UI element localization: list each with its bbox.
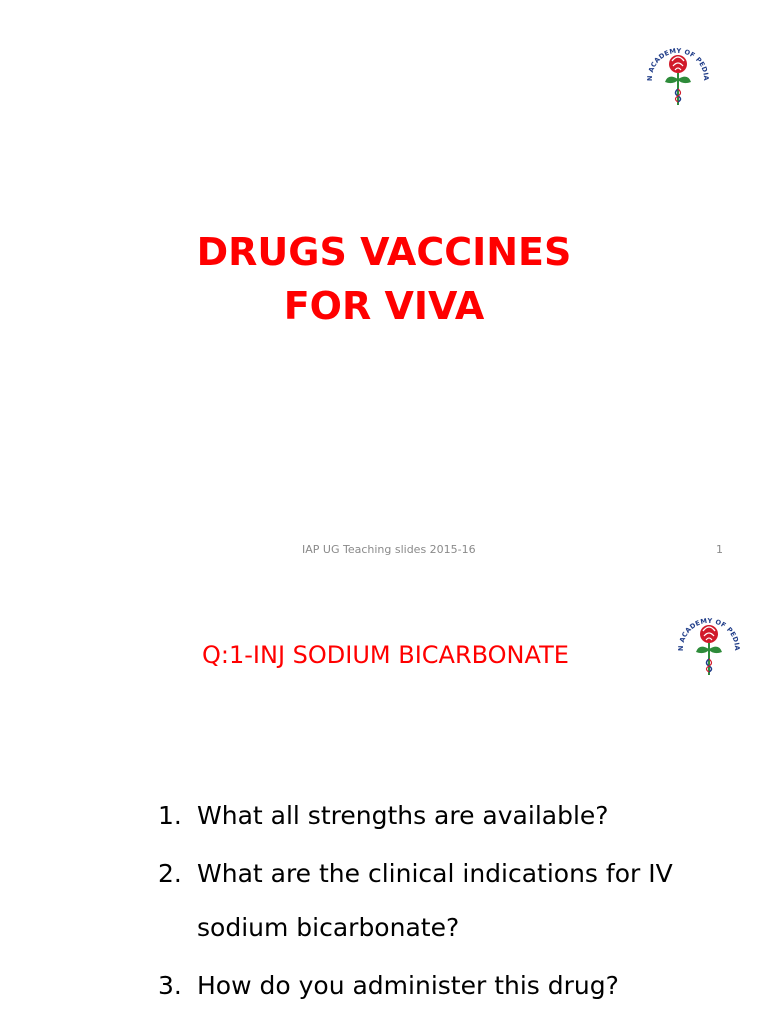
slide-number: 1 [716,543,723,556]
svg-text:INDIAN ACADEMY OF PEDIATRICS: N ACADEMY OF PEDIA [676,616,742,652]
list-item [158,959,678,1013]
slide-title [0,225,768,333]
question-text: What are the clinical indications for IV sodium bicarbonate? [197,859,673,942]
question-text: What all strengths are available? [197,801,609,830]
question-title: Q:1-INJ SODIUM BICARBONATE [202,641,569,669]
list-number: 1. [158,801,182,830]
rose-caduceus-icon [673,603,745,687]
list-item [158,847,678,955]
slide-2 [0,577,768,1024]
question-text: How do you administer this drug? [197,971,619,1000]
rose-caduceus-icon [642,33,714,117]
list-number: 2. [158,859,182,888]
iap-logo [642,33,714,117]
question-list [158,789,678,1017]
title-line-1: DRUGS VACCINES [196,230,572,274]
title-line-2: FOR VIVA [283,284,485,328]
svg-text:INDIAN ACADEMY OF PEDIATRICS: N ACADEMY OF PEDIA [645,46,711,82]
list-number: 3. [158,971,182,1000]
iap-logo [673,603,745,687]
list-item [158,789,678,843]
footer-text: IAP UG Teaching slides 2015-16 [302,543,476,556]
